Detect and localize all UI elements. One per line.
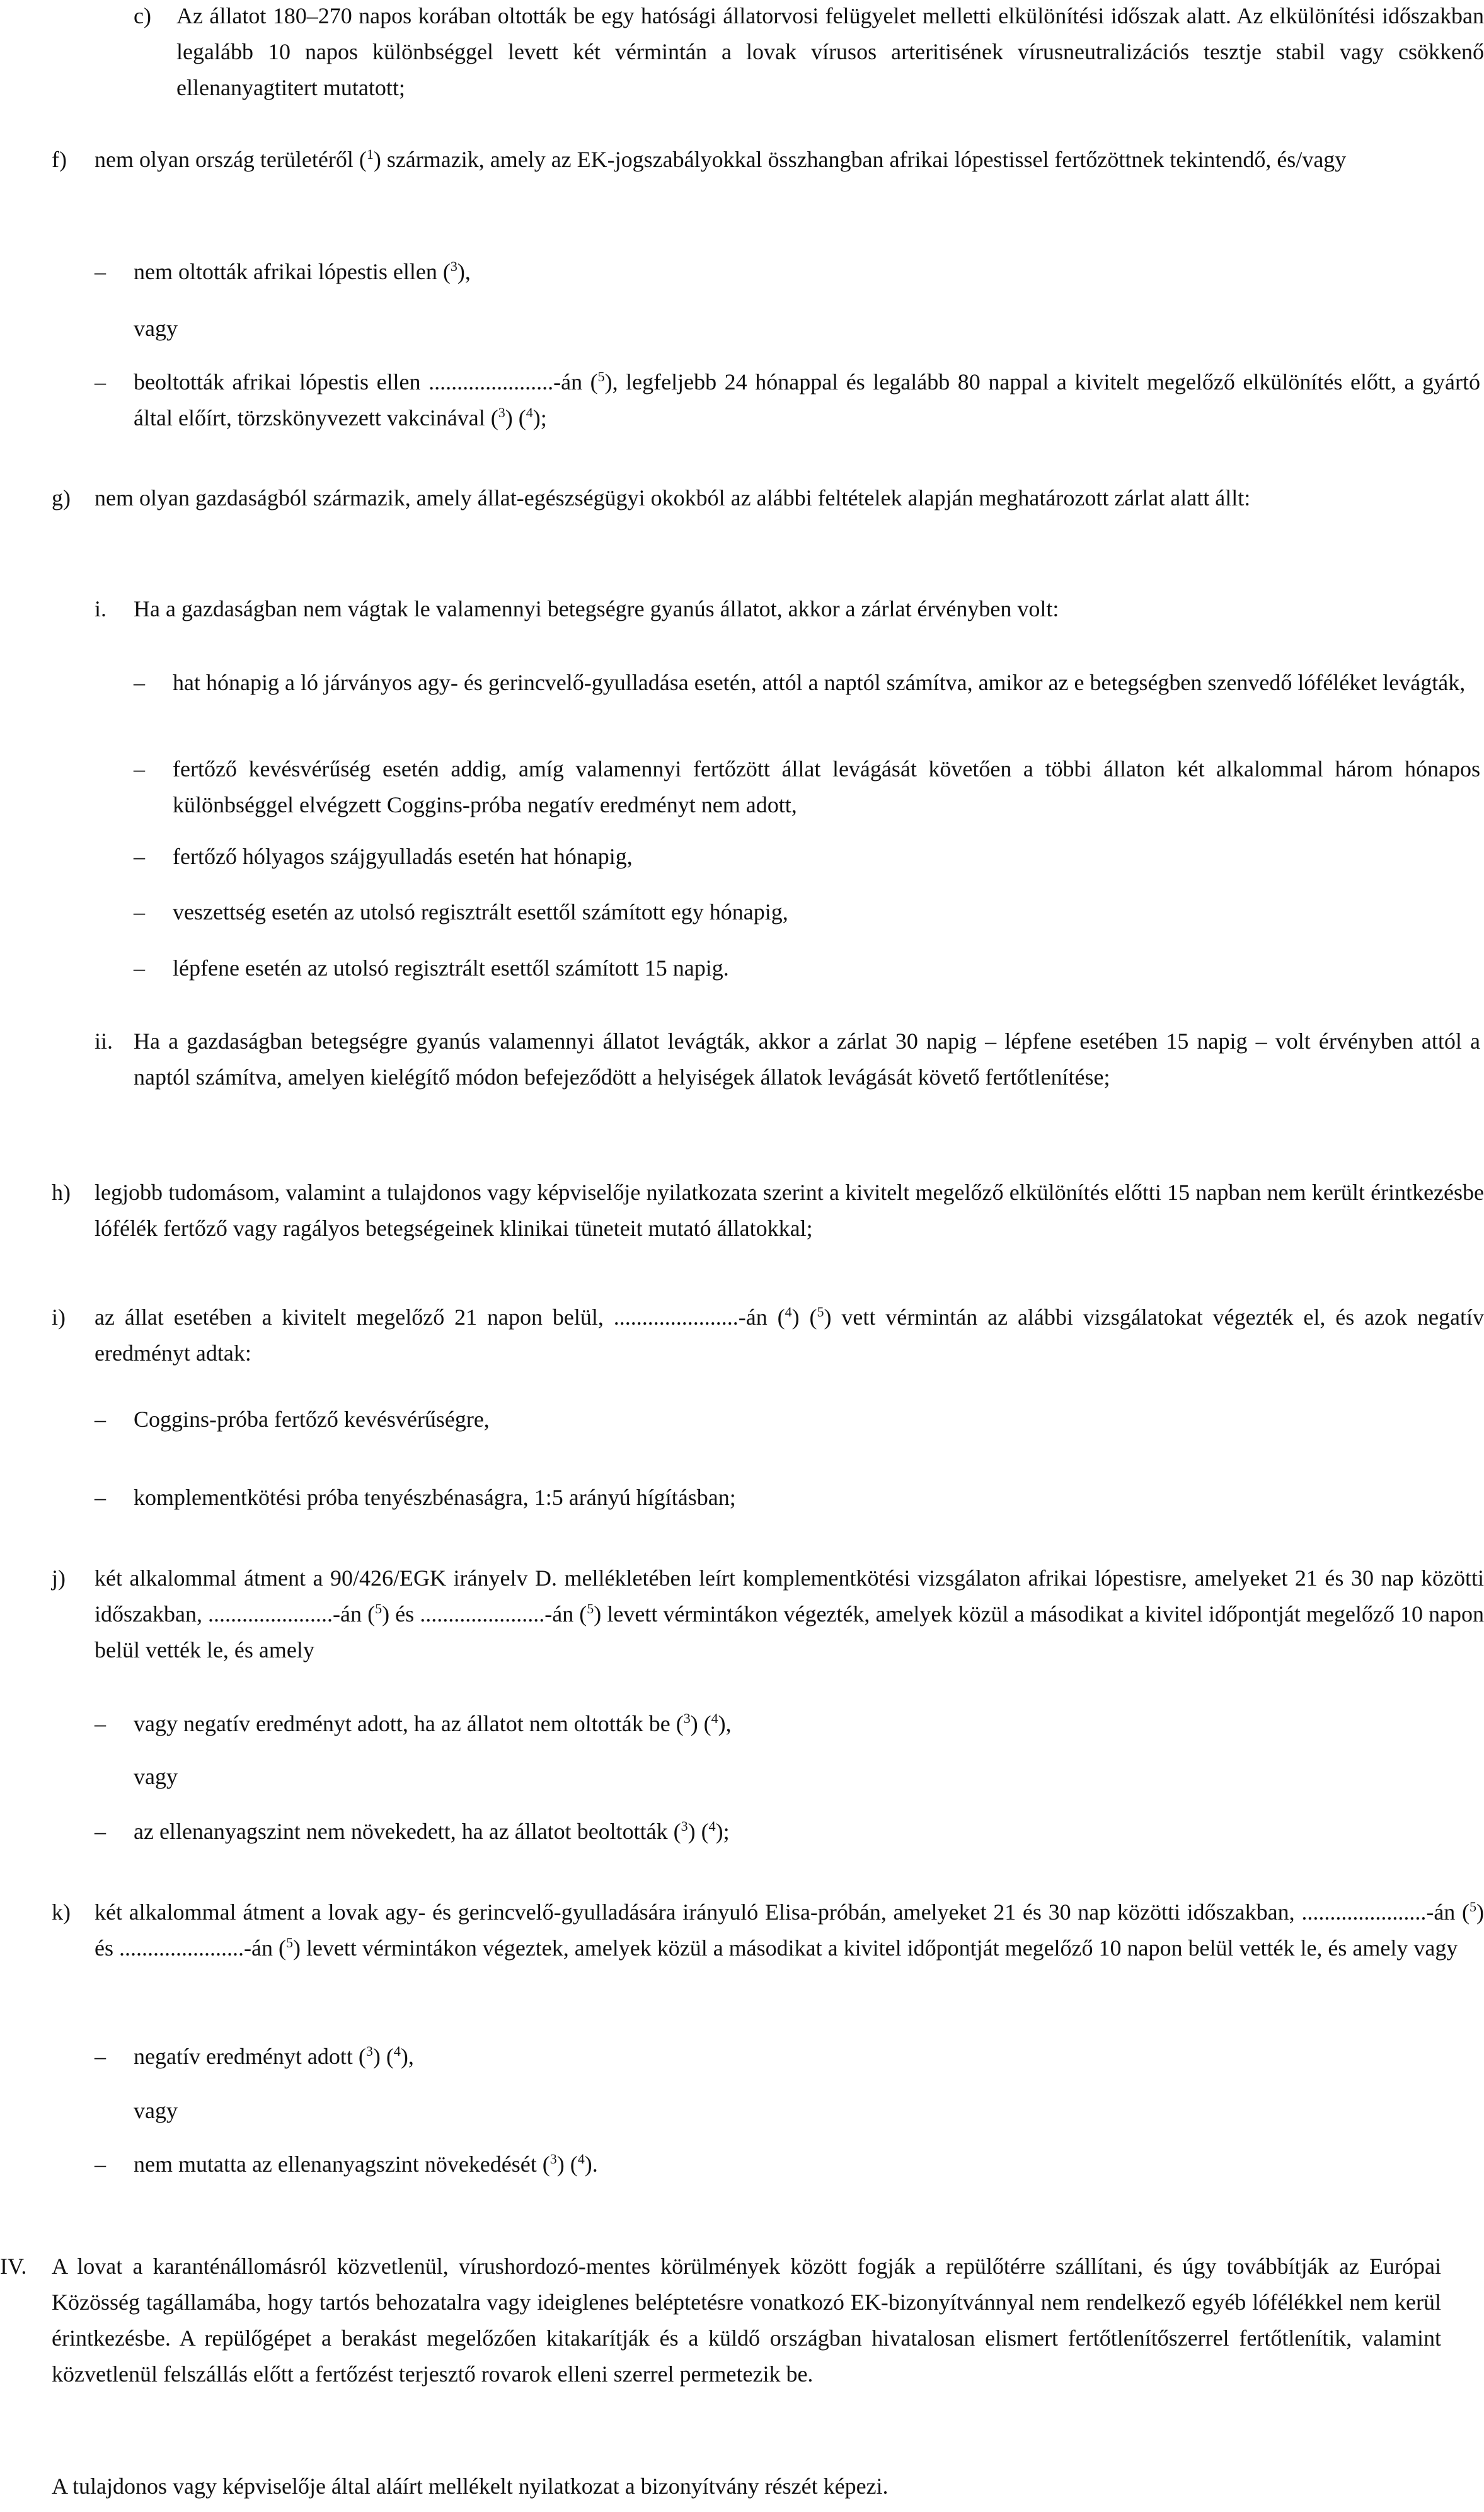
dash-marker: – (134, 844, 145, 869)
footnote-ref: 1 (366, 146, 374, 162)
footnote-ref: 4 (393, 2043, 401, 2059)
item-k-dash-2 (95, 2146, 1480, 2182)
item-f-text: nem olyan ország területéről ($^1$) származik, amely az EK-jogszabályokkal összhangban afrikai lópestissel fertőzöttnek tekintendő, és/vagy (95, 146, 1347, 172)
item-i-text: az állat esetében a kivitelt megelőző 21 napon belül, ......................-án ($^4$) ($^5$) vett vérmintán az alábbi vizsgálatokat végezték el, és azok negatív eredményt adtak: (95, 1304, 1484, 1366)
footnote-ref: 3 (450, 258, 457, 274)
item-k-text: két alkalommal átment a lovak agy- és gerincvelő-gyulladására irányuló Elisa-próbán, amelyeket 21 és 30 nap közötti időszakban, ......................-án ($^5$) és ......................-án ($^5$) levett vérmintákon végeztek, amelyek közül a másodikat a kivitel időpontját megelőző 10 napon belül vették le, és amely vagy (95, 1899, 1484, 1961)
dash-text: beoltották afrikai lópestis ellen ......................-án ($^5$), legfeljebb 24 hónappal és legalább 80 nappal a kivitelt megelőző elkülönítés előtt, a gyártó által előírt, törzskönyvezett vakcinával ($^3$) ($^4$); (134, 369, 1481, 430)
footnote-ref: 5 (1470, 1899, 1476, 1915)
dash-marker: – (95, 369, 106, 395)
item-g-ii (95, 1023, 1480, 1095)
footnote-ref: 4 (526, 405, 533, 420)
item-j-dash-1 (95, 1706, 1480, 1742)
item-j-or: vagy (134, 1764, 178, 1789)
sub-label-ii: ii. (95, 1028, 113, 1054)
sub-text-ii: Ha a gazdaságban betegségre gyanús valamennyi állatot levágták, akkor a zárlat 30 napig – lépfene esetében 15 napig – volt érvényben attól a naptól számítva, amelyen kielégítő módon befejeződött a helyiségek állatok levágását követő fertőtlenítése; (134, 1028, 1480, 1090)
dash-text: nem mutatta az ellenanyagszint növekedését ($^3$) ($^4$). (134, 2151, 598, 2177)
footnote-ref: 5 (817, 1304, 824, 1320)
dash-text: hat hónapig a ló járványos agy- és gerincvelő-gyulladása esetén, attól a naptól számítva, amikor az e betegségben szenvedő lóféléket levágták, (173, 670, 1466, 695)
closing-statement: A tulajdonos vagy képviselője által aláírt mellékelt nyilatkozat a bizonyítvány részét képezi. (52, 2474, 889, 2499)
item-k-dash-1 (95, 2039, 1480, 2075)
item-i-dash-1 (95, 1402, 1480, 1437)
item-g-i (95, 591, 1480, 627)
item-c (134, 0, 1484, 106)
item-j-label: j) (52, 1565, 66, 1591)
item-j (52, 1560, 1484, 1668)
item-g (52, 480, 1484, 516)
dash-text: negatív eredményt adott ($^3$) ($^4$), (134, 2043, 414, 2069)
dash-marker: – (95, 1819, 106, 1844)
item-h-label: h) (52, 1180, 71, 1205)
item-j-text: két alkalommal átment a 90/426/EGK irányelv D. mellékletében leírt komplementkötési vizsgálaton afrikai lópestisre, amelyeket 21 és 30 nap közötti időszakban, ......................-án ($^5$) és ......................-án ($^5$) levett vérmintákon végezték, amelyek közül a másodikat a kivitel időpontját megelőző 10 napon belül vették le, és amely (95, 1565, 1484, 1662)
dash-text: Coggins-próba fertőző kevésvérűségre, (134, 1407, 490, 1432)
dash-marker: – (134, 756, 145, 781)
item-k-or: vagy (134, 2098, 178, 2123)
item-g-text: nem olyan gazdaságból származik, amely állat-egészségügyi okokból az alábbi feltételek alapján meghatározott zárlat alatt állt: (95, 485, 1251, 510)
dash-marker: – (134, 955, 145, 981)
dash-text: komplementkötési próba tenyészbénaságra, 1:5 arányú hígításban; (134, 1485, 736, 1510)
item-g-label: g) (52, 485, 71, 510)
item-f-label: f) (52, 147, 67, 172)
section-iv-label: IV. (0, 2254, 27, 2279)
item-f-dash-2 (95, 364, 1480, 436)
item-j-dash-2 (95, 1814, 1480, 1850)
footnote-ref: 5 (375, 1601, 383, 1616)
item-k-label: k) (52, 1899, 71, 1925)
item-k (52, 1894, 1484, 1966)
footnote-ref: 4 (708, 1818, 716, 1834)
dash-marker: – (95, 1485, 106, 1510)
sub-text-i: Ha a gazdaságban nem vágtak le valamennyi betegségre gyanús állatot, akkor a zárlat érvényben volt: (134, 596, 1059, 621)
dash-marker: – (95, 1407, 106, 1432)
item-h (52, 1175, 1484, 1247)
section-iv-text: A lovat a karanténállomásról közvetlenül, vírushordozó-mentes körülmények között fogják a repülőtérre szállítani, és úgy továbbítják az Európai Közösség tagállamába, hogy tartós behozatalra vagy ideiglenes beléptetésre vonatkozó EK-bizonyítvánnyal nem rendelkező egyéb lófélékkel nem kerül érintkezésbe. A repülőgépet a berakást megelőzően kitakarítják és a küldő országban hivatalosan elismert fertőtlenítőszerrel fertőtlenítik, valamint közvetlenül felszállás előtt a fertőzést terjesztő rovarok elleni szerrel permetezik be. (52, 2254, 1441, 2387)
dash-marker: – (95, 2044, 106, 2069)
footnote-ref: 4 (577, 2151, 585, 2167)
dash-text: veszettség esetén az utolsó regisztrált esettől számított egy hónapig, (173, 899, 788, 925)
footnote-ref: 5 (597, 369, 605, 384)
footnote-ref: 3 (681, 1818, 688, 1834)
dash-marker: – (95, 259, 106, 284)
dash-marker: – (134, 899, 145, 925)
item-g-i-dash-2 (134, 751, 1480, 823)
item-g-i-dash-5 (134, 950, 1480, 986)
item-c-label: c) (134, 3, 151, 28)
item-g-i-dash-3 (134, 839, 1480, 875)
footnote-ref: 4 (785, 1304, 792, 1320)
item-i-label: i) (52, 1305, 66, 1330)
footnote-ref: 4 (711, 1710, 718, 1726)
dash-text: nem oltották afrikai lópestis ellen ($^3$), (134, 258, 471, 284)
footnote-ref: 3 (365, 2043, 373, 2059)
section-iv (0, 2249, 1441, 2392)
dash-marker: – (95, 1711, 106, 1736)
item-f-dash-1 (95, 254, 1480, 290)
item-f-or: vagy (134, 316, 178, 341)
item-c-text: Az állatot 180–270 napos korában oltották be egy hatósági állatorvosi felügyelet melletti elkülönítési időszak alatt. Az elkülönítési időszakban legalább 10 napos különbséggel levett két vérmintán a lovak vírusos arteritisének vírusneutralizációs tesztje stabil vagy csökkenő ellenanyagtitert mutatott; (176, 3, 1484, 100)
footnote-ref: 5 (587, 1601, 594, 1616)
item-i-dash-2 (95, 1480, 1480, 1516)
dash-text: vagy negatív eredményt adott, ha az állatot nem oltották be ($^3$) ($^4$), (134, 1710, 732, 1736)
footnote-ref: 5 (285, 1935, 293, 1950)
dash-text: fertőző kevésvérűség esetén addig, amíg valamennyi fertőzött állat levágását követően a többi állaton két alkalommal három hónapos különbséggel elvégzett Coggins-próba negatív eredményt nem adott, (173, 756, 1480, 817)
footnote-ref: 3 (549, 2151, 557, 2167)
dash-text: az ellenanyagszint nem növekedett, ha az állatot beoltották ($^3$) ($^4$); (134, 1818, 730, 1844)
item-i (52, 1299, 1484, 1371)
sub-label-i: i. (95, 596, 107, 621)
item-h-text: legjobb tudomásom, valamint a tulajdonos vagy képviselője nyilatkozata szerint a kivitelt megelőző elkülönítés előtti 15 napban nem került érintkezésbe lófélék fertőző vagy ragályos betegségeinek klinikai tüneteit mutató állatokkal; (95, 1180, 1484, 1241)
item-g-i-dash-1 (134, 665, 1480, 701)
footnote-ref: 3 (498, 405, 505, 420)
dash-text: fertőző hólyagos szájgyulladás esetén hat hónapig, (173, 844, 633, 869)
footnote-ref: 3 (683, 1710, 691, 1726)
dash-text: lépfene esetén az utolsó regisztrált esettől számított 15 napig. (173, 955, 729, 981)
item-f (52, 142, 1484, 178)
item-g-i-dash-4 (134, 894, 1480, 930)
dash-marker: – (134, 670, 145, 695)
dash-marker: – (95, 2152, 106, 2177)
